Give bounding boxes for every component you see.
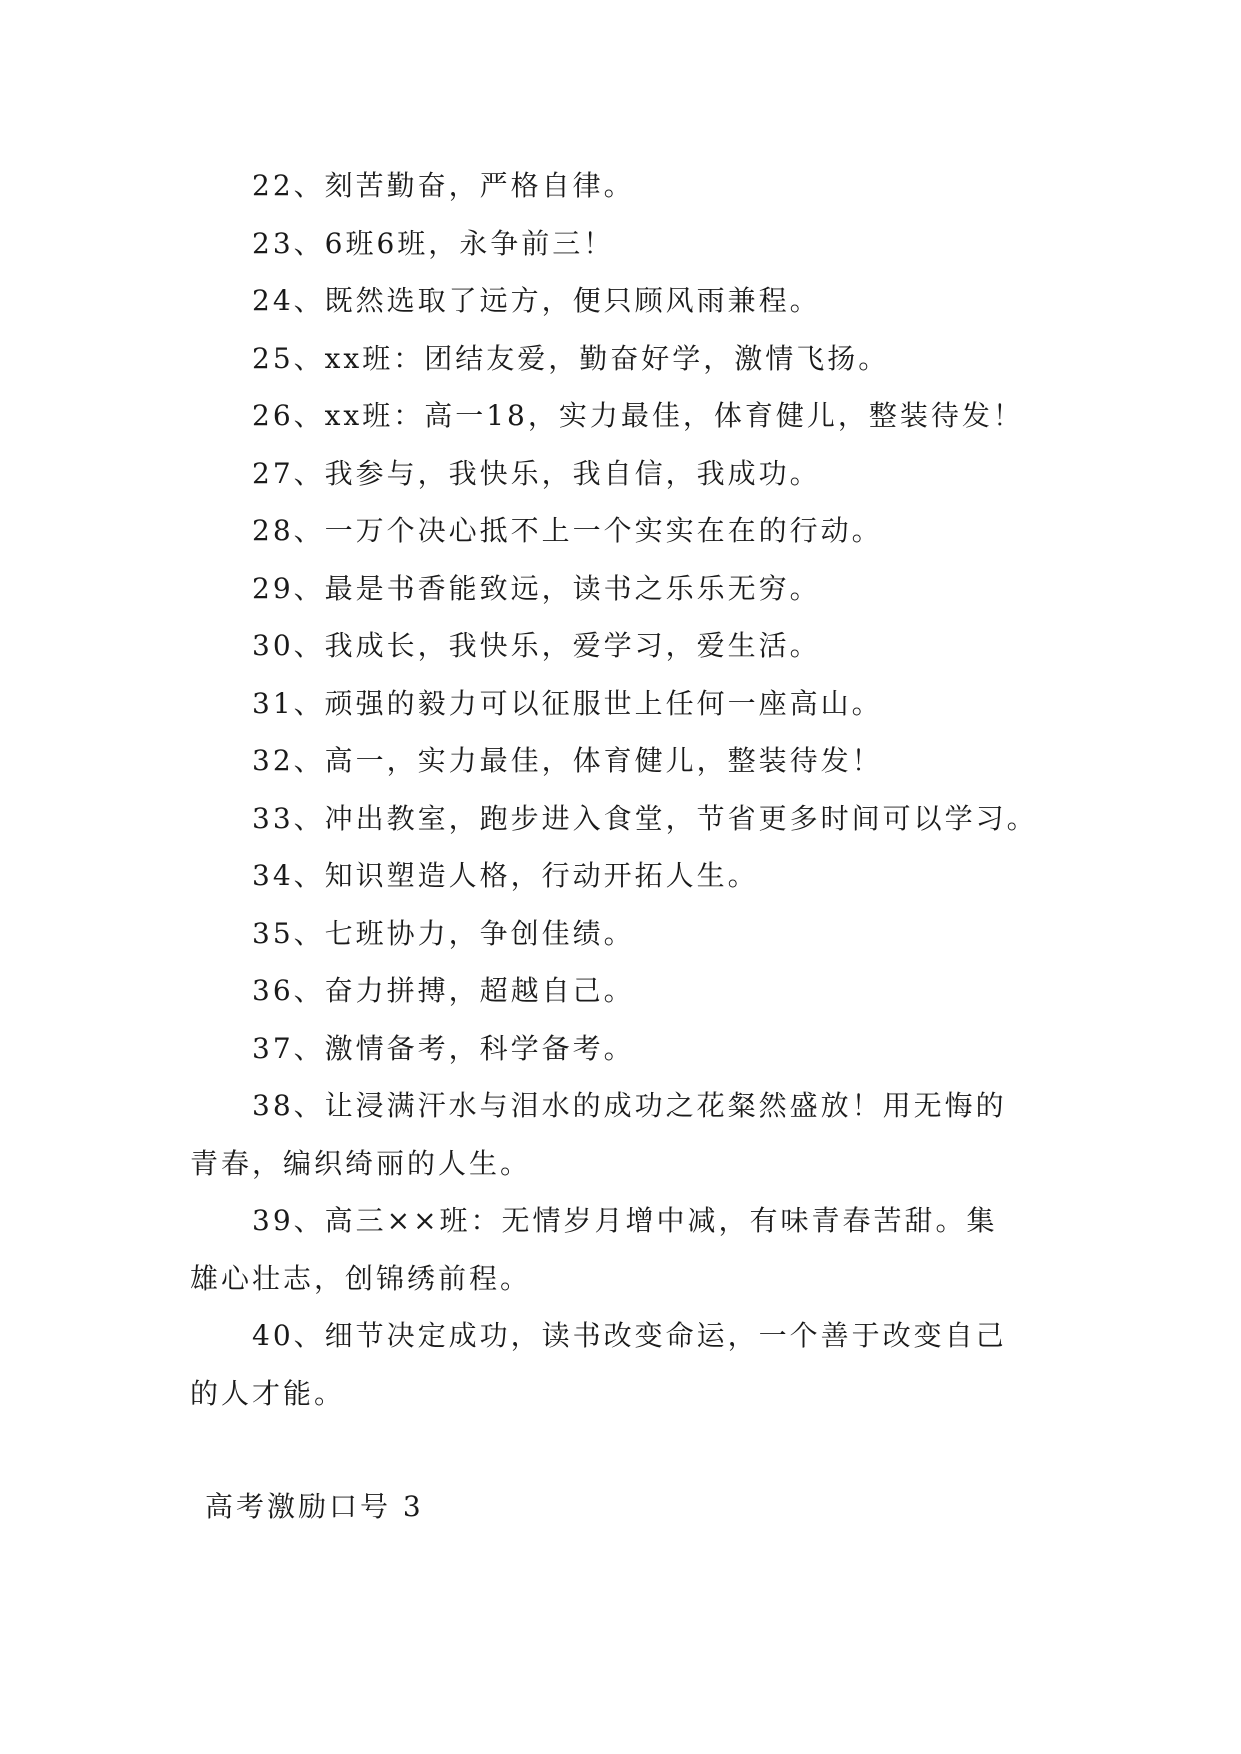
list-item: 22、刻苦勤奋，严格自律。 bbox=[252, 169, 635, 202]
list-item: 32、高一，实力最佳，体育健儿，整装待发！ bbox=[252, 744, 883, 777]
list-item: 26、xx班：高一18，实力最佳，体育健儿，整装待发！ bbox=[252, 399, 1024, 432]
list-item-line: 青春，编织绮丽的人生。 bbox=[190, 1146, 532, 1180]
list-item-multiline bbox=[190, 1192, 1050, 1307]
list-item-line: 38、让浸满汗水与泪水的成功之花粲然盛放！用无悔的 bbox=[252, 1089, 1007, 1122]
list-item-multiline bbox=[190, 1077, 1050, 1192]
list-item: 29、最是书香能致远，读书之乐乐无穷。 bbox=[252, 571, 821, 605]
section-heading: 高考激励口号 3 bbox=[205, 1490, 424, 1523]
list-item: 35、七班协力，争创佳绩。 bbox=[252, 916, 635, 950]
list-item-line: 雄心壮志，创锦绣前程。 bbox=[190, 1261, 532, 1295]
list-item-line: 的人才能。 bbox=[190, 1376, 346, 1410]
list-item: 25、xx班：团结友爱，勤奋好学，激情飞扬。 bbox=[252, 341, 890, 375]
list-item: 31、顽强的毅力可以征服世上任何一座高山。 bbox=[252, 686, 883, 720]
list-item-line: 39、高三××班：无情岁月增中减，有味青春苦甜。集 bbox=[252, 1204, 998, 1237]
list-item: 28、一万个决心抵不上一个实实在在的行动。 bbox=[252, 514, 883, 547]
slogan-list bbox=[190, 157, 1050, 1422]
list-item: 36、奋力拼搏，超越自己。 bbox=[252, 974, 635, 1007]
list-item: 37、激情备考，科学备考。 bbox=[252, 1031, 635, 1065]
list-item: 24、既然选取了远方，便只顾风雨兼程。 bbox=[252, 284, 821, 317]
list-item: 30、我成长，我快乐，爱学习，爱生活。 bbox=[252, 629, 821, 662]
list-item: 34、知识塑造人格，行动开拓人生。 bbox=[252, 859, 759, 892]
list-item-multiline bbox=[190, 1307, 1050, 1422]
list-item-line: 40、细节决定成功，读书改变命运，一个善于改变自己 bbox=[252, 1319, 1007, 1352]
list-item: 33、冲出教室，跑步进入食堂，节省更多时间可以学习。 bbox=[252, 801, 1038, 835]
list-item: 23、6班6班，永争前三！ bbox=[252, 226, 615, 260]
list-item: 27、我参与，我快乐，我自信，我成功。 bbox=[252, 456, 821, 490]
